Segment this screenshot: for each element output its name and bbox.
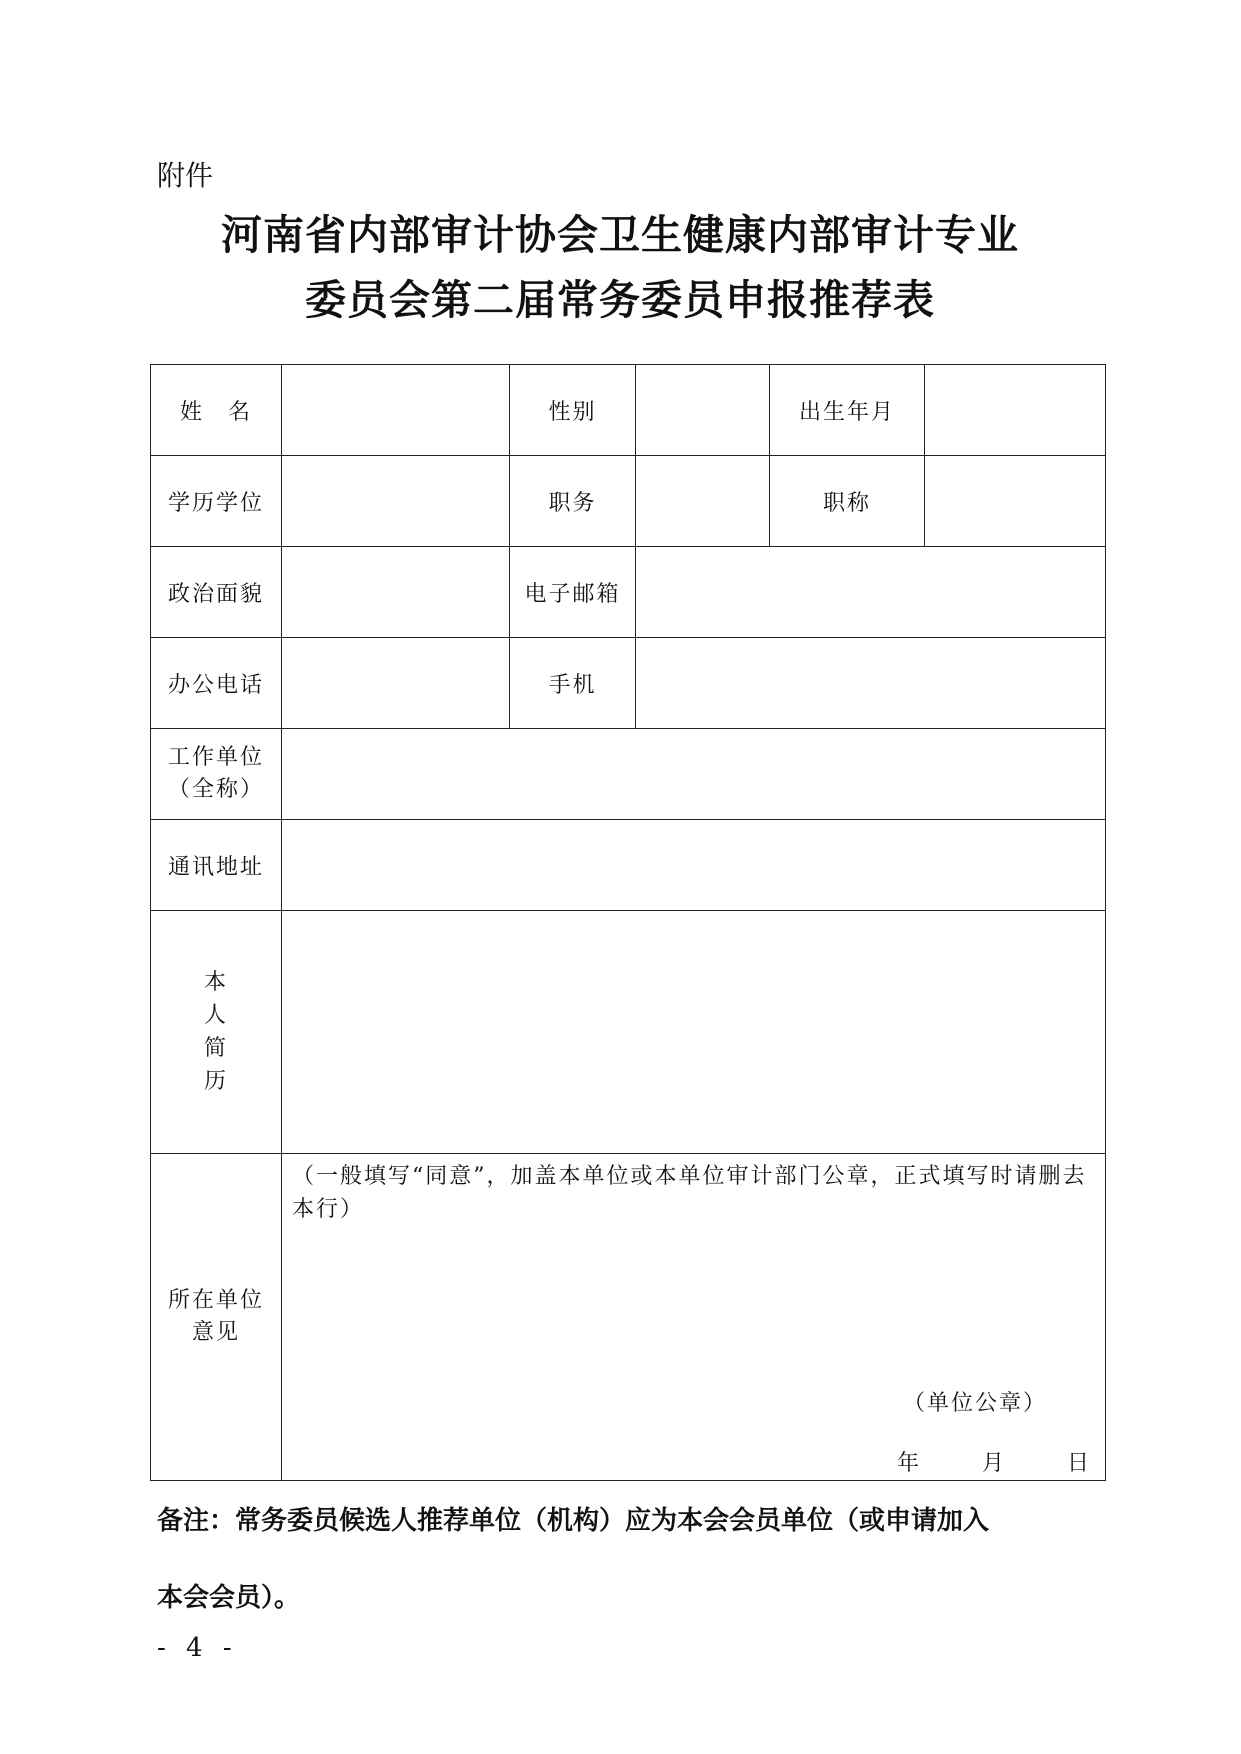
resume-label-char: 本 [203, 970, 228, 995]
resume-label [151, 911, 282, 1154]
remark-line-1: 备注：常务委员候选人推荐单位（机构）应为本会会员单位（或申请加入 [157, 1506, 990, 1536]
mobile-field[interactable] [636, 638, 1106, 729]
political-status-field[interactable] [282, 547, 510, 638]
form-row-name [151, 365, 1106, 456]
remark-line-2: 本会会员）。 [157, 1583, 301, 1613]
form-row-education [151, 456, 1106, 547]
address-field[interactable] [282, 820, 1106, 911]
attachment-label: 附件 [157, 159, 214, 192]
work-unit-field[interactable] [282, 729, 1106, 820]
office-phone-field[interactable] [282, 638, 510, 729]
position-field[interactable] [636, 456, 770, 547]
form-row-political [151, 547, 1106, 638]
form-row-unit-opinion [151, 1154, 1106, 1481]
application-form-table [150, 364, 1106, 1481]
address-label: 通讯地址 [151, 820, 282, 911]
form-row-address [151, 820, 1106, 911]
resume-field[interactable] [282, 911, 1106, 1154]
unit-seal-text: （单位公章） [902, 1391, 1047, 1416]
professional-title-label: 职称 [770, 456, 925, 547]
form-row-phone [151, 638, 1106, 729]
unit-opinion-label-line-1: 所在单位 [167, 1288, 264, 1313]
page-title-line-1: 河南省内部审计协会卫生健康内部审计专业 [221, 211, 1019, 259]
form-row-work-unit [151, 729, 1106, 820]
professional-title-field[interactable] [925, 456, 1106, 547]
date-day-label: 日 [1066, 1451, 1091, 1476]
office-phone-label: 办公电话 [151, 638, 282, 729]
unit-opinion-label [151, 1154, 282, 1481]
work-unit-label [151, 729, 282, 820]
unit-opinion-label-line-2: 意见 [191, 1320, 240, 1345]
name-field[interactable] [282, 365, 510, 456]
email-field[interactable] [636, 547, 1106, 638]
mobile-label: 手机 [510, 638, 636, 729]
email-label: 电子邮箱 [510, 547, 636, 638]
gender-field[interactable] [636, 365, 770, 456]
work-unit-label-line-1: 工作单位 [167, 745, 264, 770]
date-year-label: 年 [896, 1451, 921, 1476]
education-field[interactable] [282, 456, 510, 547]
page-title-line-2: 委员会第二届常务委员申报推荐表 [305, 276, 935, 324]
form-row-resume [151, 911, 1106, 1154]
birth-date-field[interactable] [925, 365, 1106, 456]
birth-date-label: 出生年月 [770, 365, 925, 456]
name-label: 姓 名 [151, 365, 282, 456]
unit-opinion-field[interactable] [282, 1154, 1106, 1481]
opinion-instruction-text: （一般填写“同意”，加盖本单位或本单位审计部门公章，正式填写时请删去本行） [292, 1164, 1087, 1222]
position-label: 职务 [510, 456, 636, 547]
resume-label-char: 历 [203, 1069, 228, 1094]
date-month-label: 月 [981, 1451, 1006, 1476]
work-unit-label-line-2: （全称） [167, 777, 264, 802]
signature-date [897, 1446, 1091, 1477]
page-number: - 4 - [157, 1633, 238, 1663]
political-status-label: 政治面貌 [151, 547, 282, 638]
resume-label-char: 人 [203, 1003, 228, 1028]
resume-label-char: 简 [203, 1036, 228, 1061]
education-label: 学历学位 [151, 456, 282, 547]
gender-label: 性别 [510, 365, 636, 456]
